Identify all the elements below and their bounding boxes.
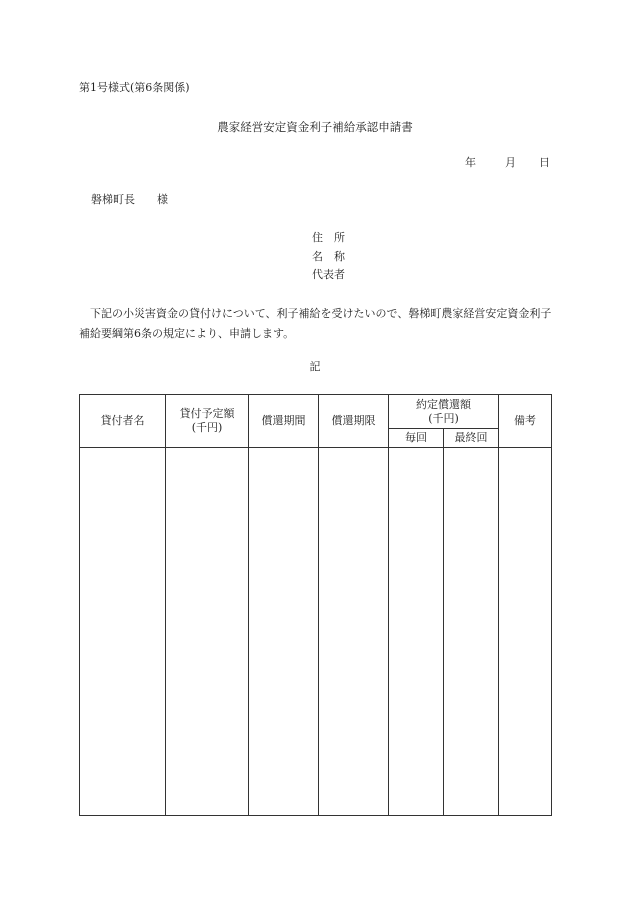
- final-time-cell[interactable]: [444, 448, 499, 816]
- header-planned-amount: [166, 395, 249, 448]
- form-number: 第1号様式(第6条関係): [79, 81, 190, 94]
- date-day-label: 日: [539, 156, 550, 169]
- date-line: [465, 157, 550, 168]
- table-body-row: [80, 448, 552, 816]
- remarks-cell[interactable]: [499, 448, 552, 816]
- date-year-label: 年: [465, 156, 476, 169]
- header-lender-name: 貸付者名: [80, 395, 166, 448]
- ki-heading: 記: [309, 360, 321, 373]
- application-body-text: 下記の小災害資金の貸付けについて、利子補給を受けたいので、磐梯町農家経営安定資金利子補給要綱第6条の規定により、申請します。: [79, 307, 552, 340]
- each-time-cell[interactable]: [389, 448, 444, 816]
- addressee: 磐梯町長 様: [91, 193, 168, 206]
- header-planned-amount-label: 貸付予定額: [179, 407, 235, 420]
- applicant-representative-label: 代表者: [312, 268, 345, 281]
- document-title: 農家経営安定資金利子補給承認申請書: [217, 120, 413, 134]
- header-repayment-period: 償還期間: [249, 395, 319, 448]
- header-agreed-repayment: [389, 395, 499, 429]
- header-planned-amount-unit: (千円): [191, 421, 223, 434]
- applicant-name-label: 名 称: [312, 250, 345, 263]
- planned-amount-cell[interactable]: [166, 448, 249, 816]
- header-each-time: 毎回: [389, 429, 444, 448]
- repayment-period-cell[interactable]: [249, 448, 319, 816]
- loan-table: [79, 394, 552, 816]
- header-repayment-deadline: 償還期限: [319, 395, 389, 448]
- header-agreed-repayment-unit: (千円): [428, 411, 459, 425]
- header-final-time: 最終回: [444, 429, 499, 448]
- lender-name-cell[interactable]: [80, 448, 166, 816]
- date-month-label: 月: [505, 156, 516, 169]
- applicant-address-label: 住 所: [312, 231, 345, 244]
- header-agreed-repayment-label: 約定償還額: [416, 397, 471, 411]
- header-remarks: 備考: [499, 395, 552, 448]
- repayment-deadline-cell[interactable]: [319, 448, 389, 816]
